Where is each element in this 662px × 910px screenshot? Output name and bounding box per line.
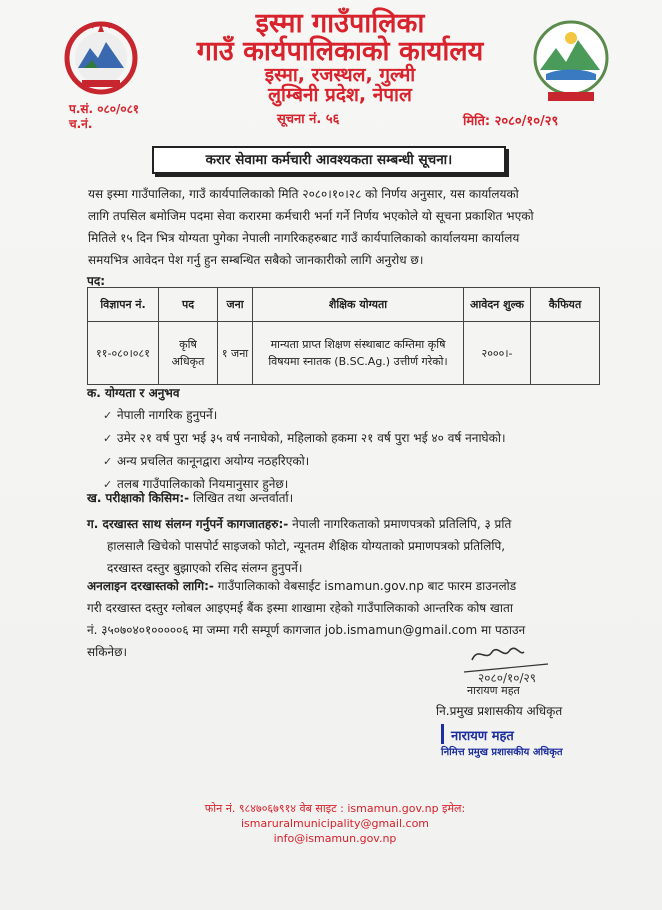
- stamp-title: निमित्त प्रमुख प्रशासकीय अधिकृत: [441, 747, 563, 758]
- online-line: [87, 575, 587, 597]
- dispatch-number: च.नं.: [69, 117, 93, 131]
- official-stamp: [441, 724, 579, 762]
- online-line: नं. ३५०७०४०१०००००६ मा जम्मा गरी सम्पूर्ण कागजात job.ismamun@gmail.com मा पठाउन: [87, 623, 526, 637]
- checkmark-icon: ✓: [103, 455, 113, 468]
- checkmark-icon: ✓: [103, 478, 113, 491]
- post-label: पद:: [87, 274, 105, 288]
- qualification-text: तलब गाउँपालिकाको नियमानुसार हुनेछ।: [117, 477, 289, 491]
- cell-qualification: मान्यता प्राप्त शिक्षण संस्थाबाट कम्तिमा कृषि विषयमा स्नातक (B.SC.Ag.) उत्तीर्ण गरेको।: [253, 322, 464, 385]
- intro-line: लागि तपसिल बमोजिम पदमा सेवा करारमा कर्मचारी भर्ना गर्ने निर्णय भएकोले यो सूचना प्रकाशित भएको: [88, 209, 534, 223]
- notice-subject: करार सेवामा कर्मचारी आवश्यकता सम्बन्धी सूचना।: [152, 146, 506, 174]
- footer-line: फोन नं. ९८४७०६७९१४ वेब साइट : ismamun.gov.np इमेल: ismaruralmunicipality@gmail.com: [204, 802, 466, 830]
- col-header-qualification: शैक्षिक योग्यता: [253, 288, 464, 322]
- footer-contact: [110, 801, 560, 846]
- exam-value: लिखित तथा अन्तर्वार्ता।: [192, 491, 294, 505]
- list-item: [103, 404, 506, 427]
- col-header-post: पद: [159, 288, 218, 322]
- footer-line: info@ismamun.gov.np: [273, 832, 397, 845]
- posts-table: [87, 287, 600, 385]
- intro-line: मितिले १५ दिन भित्र योग्यता पुगेका नेपाली नागरिकहरुबाट गाउँ कार्यपालिकाको कार्यालयमा कार्यालय: [88, 231, 520, 245]
- cell-post: कृषि अधिकृत: [159, 322, 218, 385]
- signatory-name: नारायण महत: [467, 684, 520, 697]
- notice-date: मिति: २०८०/१०/२९: [463, 114, 559, 129]
- qualification-text: उमेर २१ वर्ष पुरा भई ३५ वर्ष ननाघेको, महिलाको हकमा २१ वर्ष पुरा भई ४० वर्ष ननाघेको।: [117, 431, 506, 445]
- exam-label: ख. परीक्षाको किसिम:-: [87, 491, 190, 505]
- signature-date: २०८०/१०/२९: [478, 671, 537, 685]
- municipality-logo-icon: [530, 18, 612, 104]
- documents-label: ग. दरखास्त साथ संलग्न गर्नुपर्ने कागजातहरु:-: [87, 517, 289, 531]
- documents-line: दरखास्त दस्तुर बुझाएको रसिद संलग्न हुनुपर्ने।: [107, 561, 303, 575]
- col-header-fee: आवेदन शुल्क: [464, 288, 531, 322]
- cell-count: १ जना: [218, 322, 253, 385]
- reference-block: [69, 102, 139, 132]
- nepal-emblem-icon: [62, 18, 140, 96]
- exam-type: [87, 489, 293, 506]
- intro-line: यस इस्मा गाउँपालिका, गाउँ कार्यपालिकाको मिति २०८०।१०।२८ को निर्णय अनुसार, यस कार्यालयको: [88, 187, 519, 201]
- table-row: [88, 322, 600, 385]
- qualification-list: [103, 404, 506, 496]
- stamp-name: नारायण महत: [451, 729, 514, 744]
- col-header-ad-no: विज्ञापन नं.: [88, 288, 159, 322]
- qualification-heading: क. योग्यता र अनुभव: [87, 386, 180, 400]
- office-name: गाउँ कार्यपालिकाको कार्यालय: [196, 36, 484, 67]
- table-header-row: [88, 288, 600, 322]
- notice-number: सूचना नं. ५६: [277, 112, 340, 127]
- stamp-bar: [441, 724, 444, 744]
- reference-number: प.सं. ०८०/०८१: [69, 102, 140, 116]
- required-documents: [87, 513, 587, 579]
- qualification-text: अन्य प्रचलित कानूनद्वारा अयोग्य नठहरिएको।: [117, 454, 310, 468]
- list-item: [103, 427, 506, 450]
- province-name: लुम्बिनी प्रदेश, नेपाल: [268, 84, 412, 106]
- qualification-text: नेपाली नागरिक हुनुपर्ने।: [117, 408, 218, 422]
- handwritten-signature: [458, 642, 554, 688]
- documents-line: [87, 513, 587, 535]
- letterhead: [0, 0, 662, 140]
- signatory-title: नि.प्रमुख प्रशासकीय अधिकृत: [436, 704, 563, 718]
- col-header-count: जना: [218, 288, 253, 322]
- col-header-remarks: कैफियत: [531, 288, 600, 322]
- intro-line: समयभित्र आवेदन पेश गर्नु हुन सम्बन्धित सबैको जानकारीको लागि अनुरोध छ।: [88, 253, 424, 267]
- online-label: अनलाइन दरखास्तको लागि:-: [87, 579, 214, 593]
- checkmark-icon: ✓: [103, 432, 113, 445]
- cell-remarks: [531, 322, 600, 385]
- list-item: [103, 450, 506, 473]
- office-address: इस्मा, रजस्थल, गुल्मी: [264, 64, 416, 86]
- municipality-name: इस्मा गाउँपालिका: [255, 8, 425, 39]
- cell-ad-no: ११-०८०।०८१: [88, 322, 159, 385]
- documents-text: नेपाली नागरिकताको प्रमाणपत्रको प्रतिलिपि, ३ प्रति: [292, 517, 512, 531]
- checkmark-icon: ✓: [103, 409, 113, 422]
- documents-line: हालसालै खिचेको पासपोर्ट साइजको फोटो, न्यूनतम शैक्षिक योग्यताको प्रमाणपत्रको प्रतिलिपि,: [107, 539, 506, 553]
- online-line: गरी दरखास्त दस्तुर ग्लोबल आइएमई बैंक इस्मा शाखामा रहेको गाउँपालिकाको आन्तरिक कोष खाता: [87, 601, 513, 615]
- intro-paragraph: [88, 183, 588, 271]
- cell-fee: २०००।-: [464, 322, 531, 385]
- online-line: सकिनेछ।: [87, 645, 128, 659]
- online-text: गाउँपालिकाको वेबसाईट ismamun.gov.np बाट फारम डाउनलोड: [217, 579, 517, 593]
